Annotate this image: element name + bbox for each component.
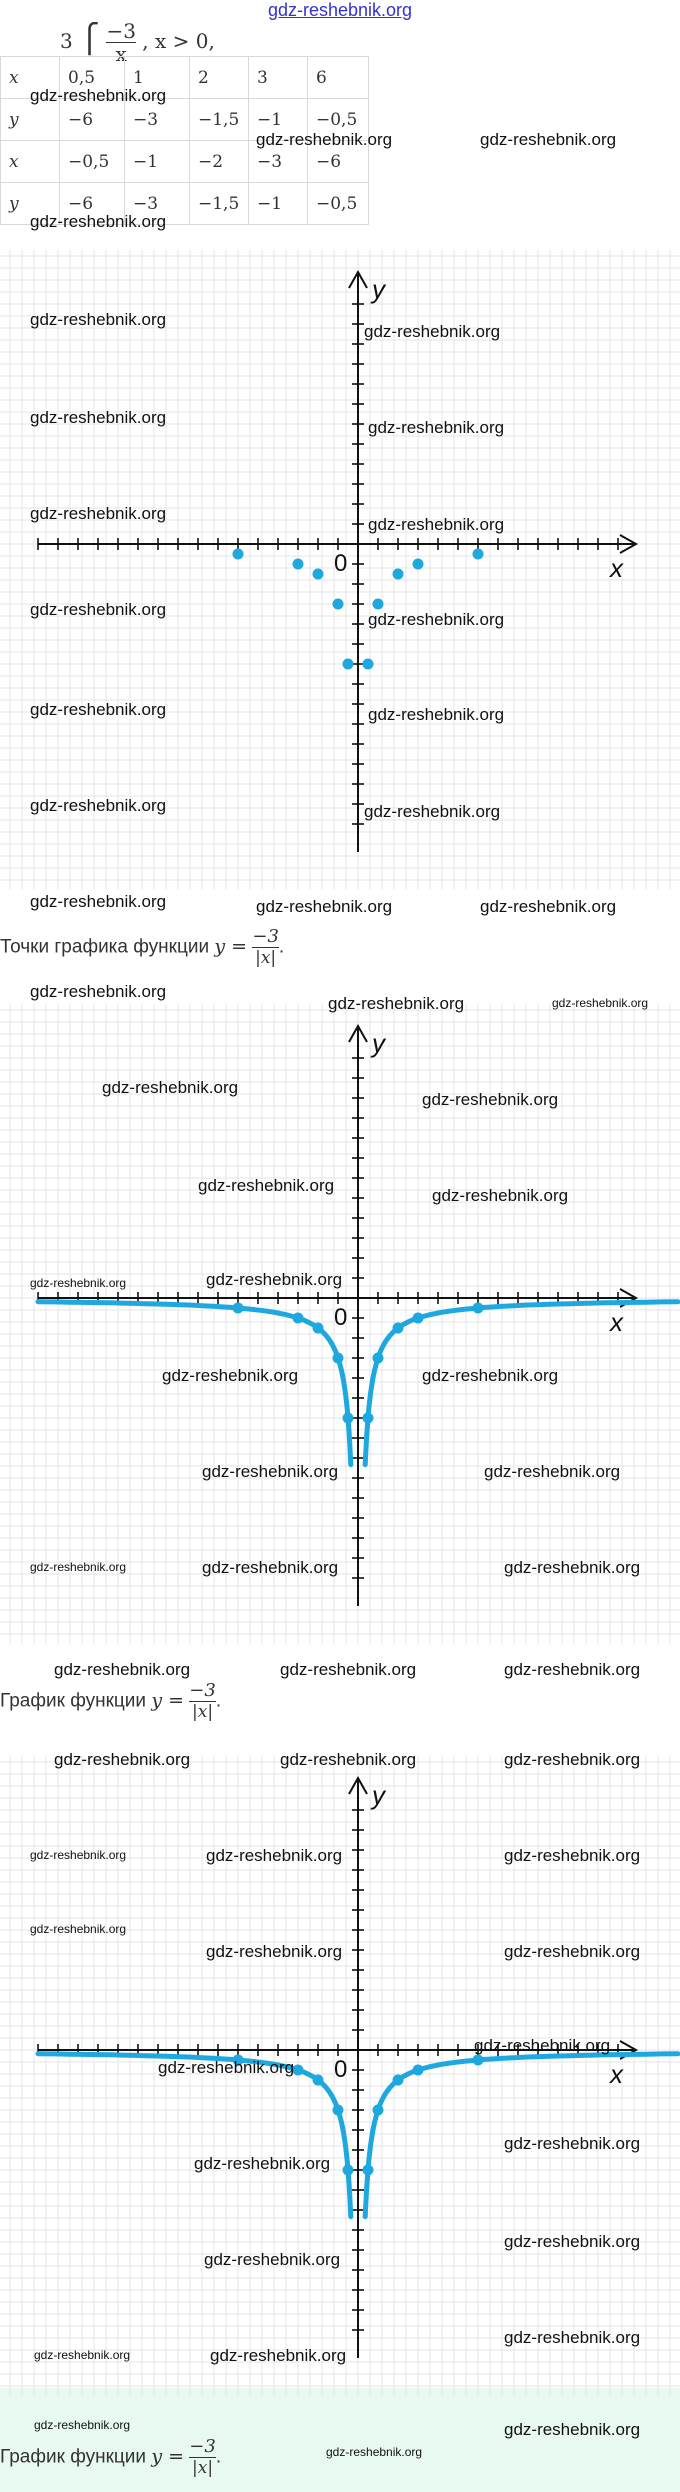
table-cell: y — [1, 183, 60, 225]
plot-point — [363, 659, 374, 670]
origin-label: 0 — [334, 1304, 348, 1331]
table-cell: 3 — [249, 57, 308, 99]
caption-numerator: −3 — [252, 926, 279, 947]
caption-denominator: |x| — [192, 1702, 214, 1722]
x-axis-label: x — [610, 553, 623, 583]
watermark: gdz-reshebnik.org — [30, 600, 167, 619]
plot-point — [373, 1353, 384, 1364]
plot-point — [343, 659, 354, 670]
caption-fn: y = — [151, 2445, 185, 2468]
plot-point — [413, 2065, 424, 2076]
y-axis-label: y — [372, 1028, 385, 1058]
y-axis-label: y — [372, 1780, 385, 1810]
watermark: gdz-reshebnik.org — [54, 1660, 191, 1679]
watermark: gdz-reshebnik.org — [328, 994, 465, 1013]
watermark: gdz-reshebnik.org — [422, 1090, 559, 1109]
watermark: gdz-reshebnik.org — [210, 2346, 347, 2365]
axes — [38, 1026, 636, 1606]
plot-point — [313, 569, 324, 580]
watermark: gdz-reshebnik.org — [198, 1176, 335, 1195]
watermark: gdz-reshebnik.org — [484, 1462, 621, 1481]
caption-numerator: −3 — [189, 1680, 216, 1701]
watermark: gdz-reshebnik.org — [504, 1750, 641, 1769]
table-cell: −1,5 — [190, 99, 249, 141]
plot-point — [363, 1413, 374, 1424]
watermark: gdz-reshebnik.org — [422, 1366, 559, 1385]
axes — [38, 272, 636, 852]
caption-points — [0, 926, 284, 969]
watermark: gdz-reshebnik.org — [54, 1750, 191, 1769]
plot-point — [393, 2075, 404, 2086]
x-axis-label: x — [610, 1307, 623, 1337]
watermark: gdz-reshebnik.org — [206, 1846, 343, 1865]
caption-fraction — [189, 1680, 216, 1723]
table-cell: −1 — [125, 141, 190, 183]
watermark: gdz-reshebnik.org — [480, 897, 617, 916]
watermark: gdz-reshebnik.org — [552, 996, 649, 1010]
watermark: gdz-reshebnik.org — [34, 2348, 131, 2362]
plot-point — [233, 549, 244, 560]
watermark: gdz-reshebnik.org — [474, 2036, 611, 2055]
watermark: gdz-reshebnik.org — [30, 982, 167, 1001]
watermark: gdz-reshebnik.org — [504, 2328, 641, 2347]
plot-point — [333, 2105, 344, 2116]
watermark: gdz-reshebnik.org — [504, 2420, 641, 2439]
table-cell: −0,5 — [308, 99, 369, 141]
watermark: gdz-reshebnik.org — [256, 897, 393, 916]
table-cell: −1 — [249, 99, 308, 141]
graph-curve-1 — [0, 1004, 680, 1644]
watermark: gdz-reshebnik.org — [504, 1846, 641, 1865]
watermark: gdz-reshebnik.org — [30, 408, 167, 427]
table-cell: −6 — [60, 183, 125, 225]
table-cell: −1 — [249, 183, 308, 225]
table-cell: −6 — [308, 141, 369, 183]
table-cell: 0,5 — [60, 57, 125, 99]
graph-points-svg — [0, 250, 680, 890]
watermark: gdz-reshebnik.org — [206, 1942, 343, 1961]
watermark: gdz-reshebnik.org — [202, 1558, 339, 1577]
caption-end: . — [278, 936, 285, 958]
table-cell: 2 — [190, 57, 249, 99]
table-cell: x — [1, 141, 60, 183]
caption-end: . — [215, 1690, 222, 1712]
site-link[interactable]: gdz-reshebnik.org — [267, 0, 413, 20]
plot-point — [343, 2165, 354, 2176]
watermark: gdz-reshebnik.org — [504, 1942, 641, 1961]
plot-point — [413, 559, 424, 570]
watermark: gdz-reshebnik.org — [368, 705, 505, 724]
formula-numerator: −3 — [106, 19, 136, 43]
origin-label: 0 — [334, 2056, 348, 2083]
watermark: gdz-reshebnik.org — [504, 2232, 641, 2251]
caption-fn: y = — [151, 1689, 185, 1712]
watermark: gdz-reshebnik.org — [256, 130, 393, 149]
watermark: gdz-reshebnik.org — [30, 86, 167, 105]
watermark: gdz-reshebnik.org — [504, 1558, 641, 1577]
watermark: gdz-reshebnik.org — [158, 2058, 295, 2077]
watermark: gdz-reshebnik.org — [30, 1848, 127, 1862]
plot-point — [293, 559, 304, 570]
watermark: gdz-reshebnik.org — [280, 1750, 417, 1769]
table-cell: y — [1, 99, 60, 141]
watermark: gdz-reshebnik.org — [30, 212, 167, 231]
watermark: gdz-reshebnik.org — [326, 2445, 423, 2459]
plot-point — [393, 1323, 404, 1334]
caption-graph-2 — [0, 2436, 221, 2479]
plot-point — [373, 2105, 384, 2116]
table-cell: −3 — [125, 183, 190, 225]
watermark: gdz-reshebnik.org — [368, 610, 505, 629]
plot-point — [233, 1303, 244, 1314]
table-cell: 1 — [125, 57, 190, 99]
table-cell: −0,5 — [308, 183, 369, 225]
watermark: gdz-reshebnik.org — [206, 1270, 343, 1289]
caption-fraction — [252, 926, 279, 969]
plot-point — [293, 1313, 304, 1324]
plot-point — [473, 1303, 484, 1314]
plot-point — [293, 2065, 304, 2076]
graph-points — [0, 250, 680, 890]
watermark: gdz-reshebnik.org — [102, 1078, 239, 1097]
plot-point — [373, 599, 384, 610]
formula-prefix: 3 — [60, 29, 73, 53]
table-cell: −2 — [190, 141, 249, 183]
watermark: gdz-reshebnik.org — [204, 2250, 341, 2269]
watermark: gdz-reshebnik.org — [194, 2154, 331, 2173]
caption-text: График функции — [0, 2446, 147, 2468]
watermark: gdz-reshebnik.org — [432, 1186, 569, 1205]
watermark: gdz-reshebnik.org — [364, 802, 501, 821]
watermark: gdz-reshebnik.org — [30, 1560, 127, 1574]
watermark: gdz-reshebnik.org — [30, 1922, 127, 1936]
curve-left-branch — [38, 2054, 351, 2217]
watermark: gdz-reshebnik.org — [504, 1660, 641, 1679]
y-axis-label: y — [372, 274, 385, 304]
caption-numerator: −3 — [189, 2436, 216, 2457]
watermark: gdz-reshebnik.org — [368, 418, 505, 437]
caption-graph-1 — [0, 1680, 221, 1723]
table-cell: −6 — [60, 99, 125, 141]
table-cell: −3 — [249, 141, 308, 183]
plot-point — [343, 1413, 354, 1424]
watermark: gdz-reshebnik.org — [280, 1660, 417, 1679]
plot-point — [473, 2055, 484, 2066]
table-cell: −1,5 — [190, 183, 249, 225]
caption-text: График функции — [0, 1690, 147, 1712]
caption-text: Точки графика функции — [0, 936, 210, 958]
plot-point — [313, 1323, 324, 1334]
plot-point — [313, 2075, 324, 2086]
graph-curve-1-svg — [0, 1004, 680, 1644]
watermark: gdz-reshebnik.org — [30, 310, 167, 329]
x-axis-label: x — [610, 2059, 623, 2089]
watermark: gdz-reshebnik.org — [34, 2418, 131, 2432]
watermark: gdz-reshebnik.org — [364, 322, 501, 341]
plot-point — [393, 569, 404, 580]
watermark: gdz-reshebnik.org — [30, 892, 167, 911]
origin-label: 0 — [334, 550, 348, 577]
plot-point — [413, 1313, 424, 1324]
plot-point — [333, 599, 344, 610]
watermark: gdz-reshebnik.org — [30, 796, 167, 815]
watermark: gdz-reshebnik.org — [30, 504, 167, 523]
table-cell: 6 — [308, 57, 369, 99]
formula-brace: ⎧ — [79, 22, 101, 55]
formula-condition: , x > 0, — [142, 29, 215, 53]
watermark: gdz-reshebnik.org — [504, 2134, 641, 2153]
caption-fn: y = — [214, 935, 248, 958]
watermark: gdz-reshebnik.org — [162, 1366, 299, 1385]
plot-point — [363, 2165, 374, 2176]
watermark: gdz-reshebnik.org — [368, 515, 505, 534]
watermark: gdz-reshebnik.org — [202, 1462, 339, 1481]
caption-end: . — [215, 2446, 222, 2468]
watermark: gdz-reshebnik.org — [30, 1276, 127, 1290]
caption-denominator: |x| — [255, 948, 277, 968]
table-cell: x — [1, 57, 60, 99]
plot-point — [473, 549, 484, 560]
table-cell: −0,5 — [60, 141, 125, 183]
watermark: gdz-reshebnik.org — [30, 700, 167, 719]
caption-denominator: |x| — [192, 2458, 214, 2478]
table-cell: −3 — [125, 99, 190, 141]
plot-point — [333, 1353, 344, 1364]
caption-fraction — [189, 2436, 216, 2479]
formula-denominator: x — [115, 42, 127, 66]
watermark: gdz-reshebnik.org — [480, 130, 617, 149]
